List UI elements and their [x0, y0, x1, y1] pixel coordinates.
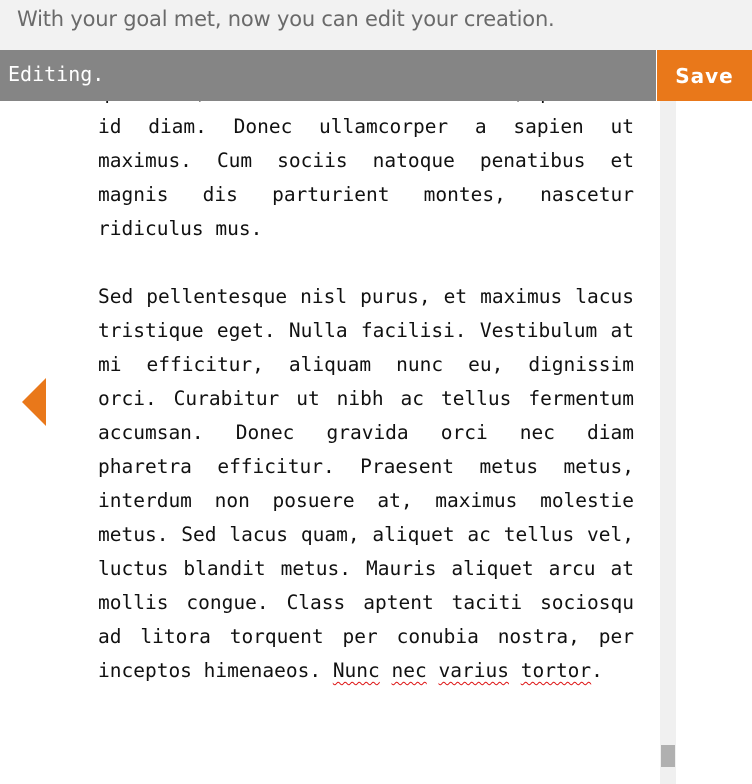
save-button[interactable]: Save	[657, 50, 752, 101]
text-editor[interactable]	[80, 101, 660, 784]
scrollbar-thumb[interactable]	[661, 745, 675, 767]
goal-message: With your goal met, now you can edit your creation.	[17, 7, 555, 31]
paragraph[interactable]	[98, 280, 634, 688]
editor-content	[98, 76, 634, 688]
goal-banner	[0, 0, 752, 50]
misspelled-word: varius	[438, 659, 509, 682]
misspelled-word: nec	[391, 659, 427, 682]
misspelled-word: Nunc	[332, 659, 380, 682]
sentence-end: .	[591, 659, 603, 682]
paragraph[interactable]: id diam. Donec ullamcorper a sapien ut maximus. Cum sociis natoque penatibus et magnis dis parturient montes, nascetur ridiculus mus.	[98, 115, 634, 240]
paragraph-text: Sed pellentesque nisl purus, et maximus lacus tristique eget. Nulla facilisi. Vestibulum at mi efficitur, aliquam nunc eu, dignissim orci. Curabitur ut nibh ac tellus fermentum accumsan. Donec gravida orci nec diam pharetra efficitur. Praesent metus metus, interdum non posuere at, maximus molestie metus. Sed lacus quam, aliquet ac tellus vel, luctus blandit metus. Mauris aliquet arcu at mollis congue. Class aptent taciti sociosqu ad litora torquent per conubia nostra, per inceptos himenaeos.	[98, 285, 634, 682]
vertical-scrollbar[interactable]	[660, 101, 676, 784]
editing-toolbar	[0, 50, 656, 101]
editing-status: Editing.	[8, 62, 105, 86]
misspelled-word: tortor	[520, 659, 592, 682]
caret-left-icon[interactable]	[22, 378, 48, 426]
